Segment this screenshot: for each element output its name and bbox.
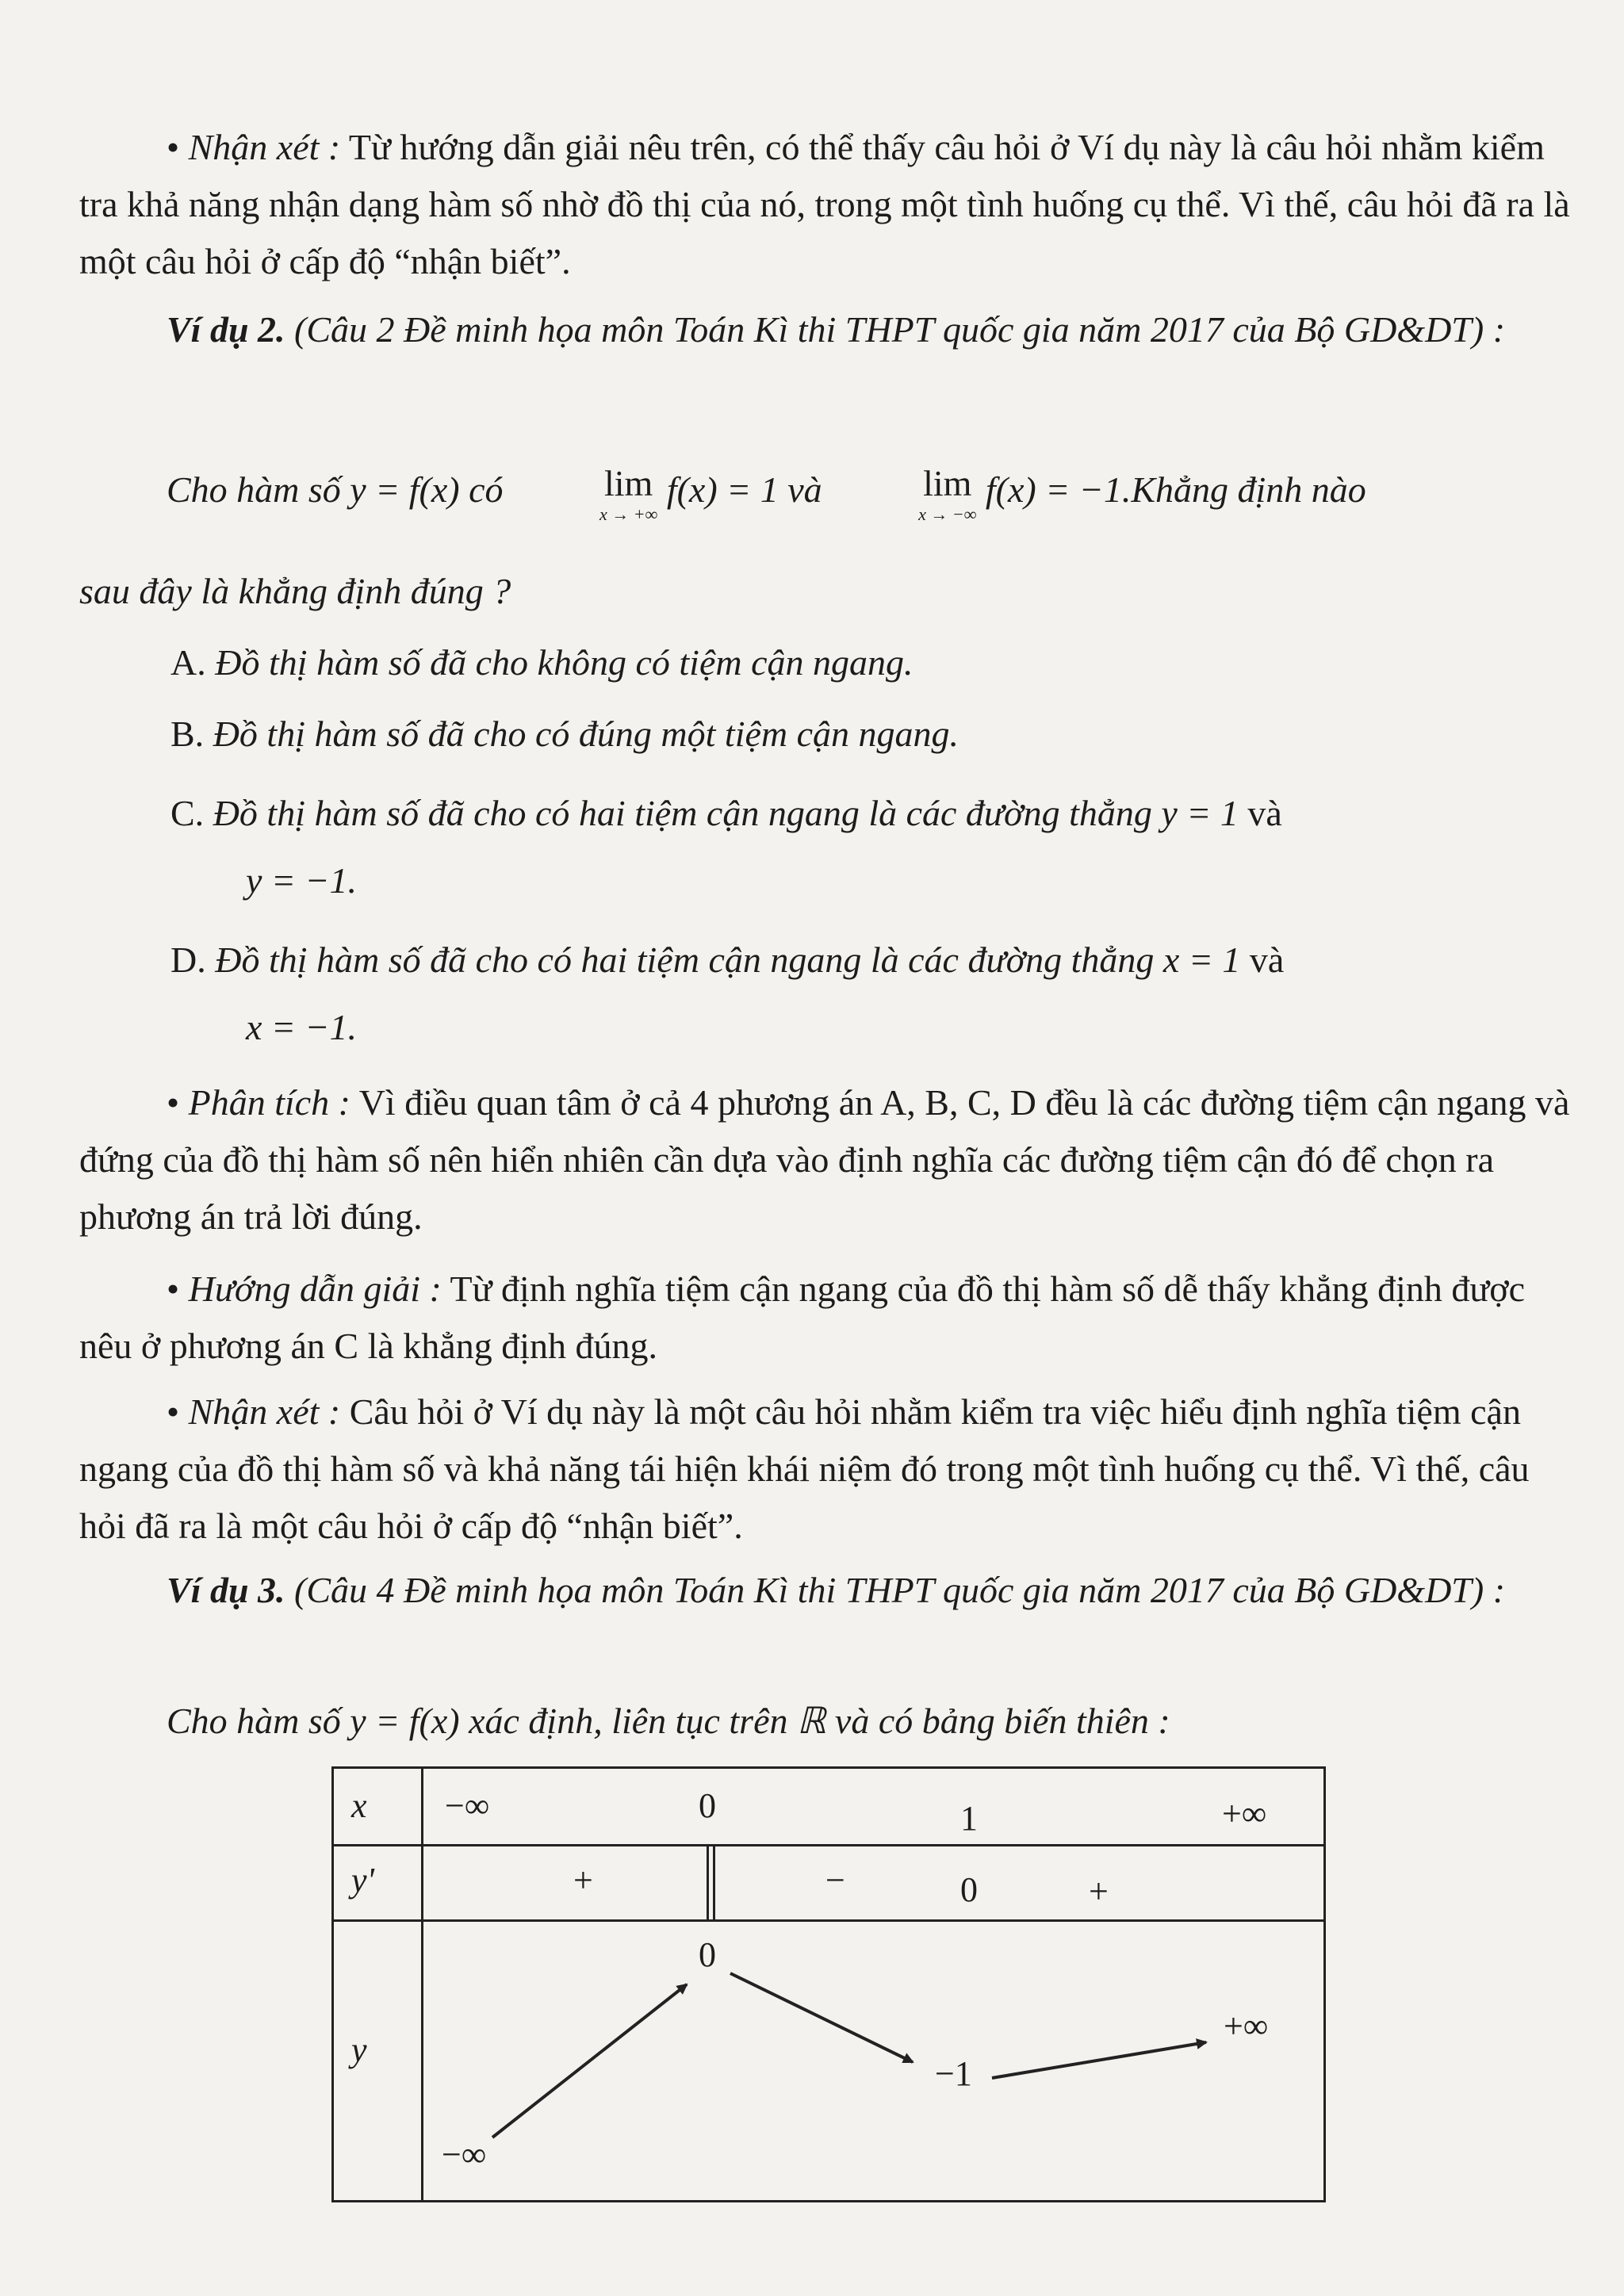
option-b: B. Đồ thị hàm số đã cho có đúng một tiệm cận ngang. [170, 714, 959, 754]
y-prime-sign: 0 [960, 1870, 978, 1909]
y-prime-sign: + [1089, 1872, 1109, 1911]
question-and: và [787, 469, 822, 510]
analysis-paragraph: • Phân tích : Vì điều quan tâm ở cả 4 phương án A, B, C, D đều là các đường tiệm cận ngang và đứng của đồ thị hàm số nên hiển nhiên cần dựa vào định nghĩa các đường tiệm cận đó để chọn ra phương án trả lời đúng. [79, 1074, 1570, 1246]
remark-lead: • Nhận xét : [167, 127, 340, 167]
arrow-decreasing [730, 1973, 913, 2062]
option-d-line-2: x = −1. [246, 1007, 357, 1047]
question-prefix: Cho hàm số y = f(x) có [167, 469, 504, 510]
row-label-y-prime: y' [351, 1861, 374, 1900]
x-value: 0 [699, 1786, 716, 1825]
option-c-line-2: y = −1. [246, 860, 357, 901]
x-value: 1 [960, 1799, 978, 1838]
x-value: +∞ [1222, 1794, 1267, 1833]
row-label-y: y [351, 2030, 367, 2069]
remark-text: Từ hướng dẫn giải nêu trên, có thể thấy câu hỏi ở Ví dụ này là câu hỏi nhằm kiểm tra khả năng nhận dạng hàm số nhờ đồ thị của nó, trong một tình huống cụ thể. Vì thế, câu hỏi đã ra là một câu hỏi ở cấp độ “nhận biết”. [79, 127, 1570, 281]
y-prime-sign: − [825, 1861, 845, 1900]
arrow-increasing [492, 1984, 687, 2137]
y-value-min: −1 [935, 2054, 972, 2093]
example-2-source: (Câu 2 Đề minh họa môn Toán Kì thi THPT quốc gia năm 2017 của Bộ GD&DT) : [294, 309, 1506, 350]
option-a: A. Đồ thị hàm số đã cho không có tiệm cận ngang. [170, 642, 914, 683]
y-prime-sign: + [573, 1861, 593, 1900]
question-suffix: .Khẳng định nào [1121, 469, 1366, 510]
example-2-question-line-2: sau đây là khẳng định đúng ? [79, 571, 511, 611]
x-value: −∞ [445, 1786, 490, 1825]
arrow-increasing [992, 2042, 1206, 2078]
remark-paragraph-2: • Nhận xét : Câu hỏi ở Ví dụ này là một câu hỏi nhằm kiểm tra việc hiểu định nghĩa tiệm cận ngang của đồ thị hàm số và khả năng tái hiện khái niệm đó trong một tình huống cụ thể. Vì thế, câu hỏi đã ra là một câu hỏi ở cấp độ “nhận biết”. [79, 1383, 1570, 1555]
limit-plus-expr: f(x) = 1 [666, 469, 779, 510]
remark-paragraph-1 [79, 119, 1570, 290]
limit-plus-infinity: lim x → +∞ [599, 463, 658, 524]
limit-minus-infinity: lim x → −∞ [918, 463, 977, 524]
y-value-max: 0 [699, 1935, 716, 1974]
example-2-heading [79, 301, 1570, 358]
example-3-heading: Ví dụ 3. (Câu 4 Đề minh họa môn Toán Kì thi THPT quốc gia năm 2017 của Bộ GD&DT) : [167, 1570, 1506, 1610]
limit-minus-expr: f(x) = −1 [985, 469, 1122, 510]
y-value-start: −∞ [442, 2135, 487, 2174]
option-d: D. Đồ thị hàm số đã cho có hai tiệm cận ngang là các đường thẳng x = 1 và [170, 939, 1285, 980]
guide-paragraph: • Hướng dẫn giải : Từ định nghĩa tiệm cận ngang của đồ thị hàm số dễ thấy khẳng định được nêu ở phương án C là khẳng định đúng. [79, 1261, 1570, 1375]
example-2-label: Ví dụ 2. [167, 309, 285, 350]
example-2-question [79, 461, 1570, 523]
variation-arrows [334, 1769, 1323, 2200]
row-label-x: x [351, 1786, 367, 1825]
option-c: C. Đồ thị hàm số đã cho có hai tiệm cận ngang là các đường thẳng y = 1 và [170, 793, 1282, 833]
variation-table [331, 1766, 1326, 2202]
example-3-intro: Cho hàm số y = f(x) xác định, liên tục trên ℝ và có bảng biến thiên : [167, 1701, 1170, 1741]
y-value-end: +∞ [1224, 2007, 1269, 2045]
